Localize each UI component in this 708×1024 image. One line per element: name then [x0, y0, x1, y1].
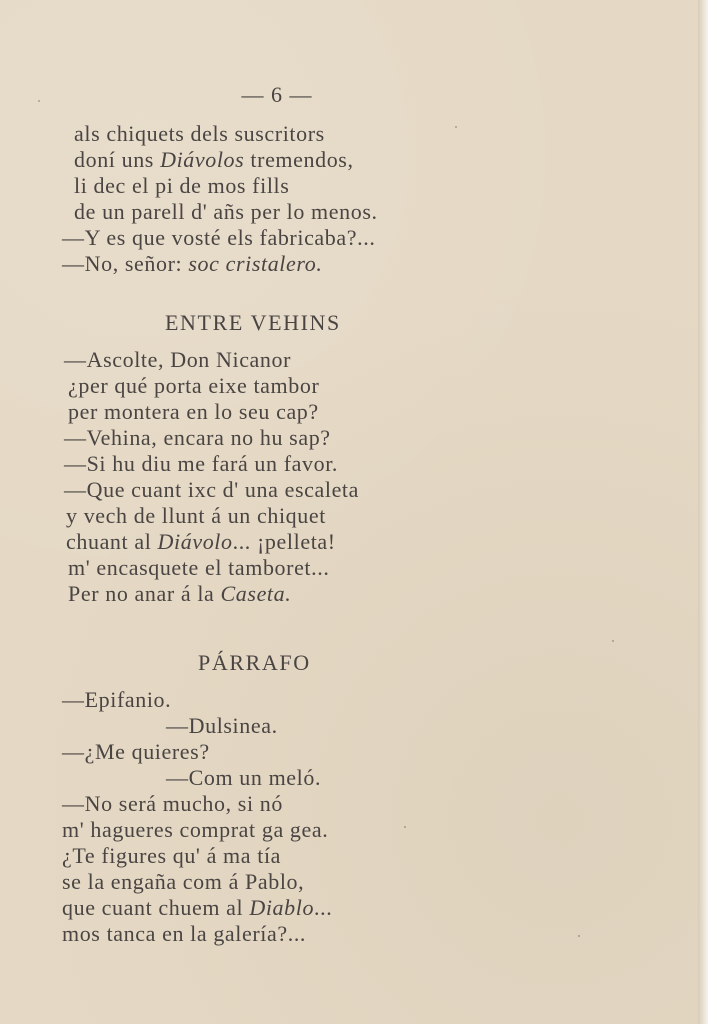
verse-line: se la engaña com á Pablo, — [62, 869, 305, 894]
paper-speck — [578, 935, 580, 937]
verse-line: —Si hu diu me fará un favor. — [64, 451, 339, 476]
verse-line: chuant al Diávolo... ¡pelleta! — [66, 529, 336, 554]
section-heading: ENTRE VEHINS — [165, 310, 341, 335]
verse-line: ¿Te figures qu' á ma tía — [62, 843, 282, 868]
paper-speck — [455, 126, 457, 128]
verse-line: mos tanca en la galería?... — [62, 921, 307, 946]
verse-line: m' hagueres comprat ga gea. — [62, 817, 329, 842]
verse-line: m' encasquete el tamboret... — [68, 555, 330, 580]
verse-line: que cuant chuem al Diablo... — [62, 895, 333, 920]
verse-line: ¿per qué porta eixe tambor — [68, 373, 320, 398]
verse-line: —Vehina, encara no hu sap? — [64, 425, 331, 450]
verse-line: doní uns Diávolos tremendos, — [74, 147, 354, 172]
verse-line: —Epifanio. — [62, 687, 172, 712]
verse-line: als chiquets dels suscritors — [74, 121, 325, 146]
verse-line: —¿Me quieres? — [62, 739, 210, 764]
verse-line: —Com un meló. — [166, 765, 322, 790]
paper-speck — [404, 826, 406, 828]
verse-line: de un parell d' añs per lo menos. — [74, 199, 378, 224]
paper-speck — [38, 100, 40, 102]
paper-speck — [612, 640, 614, 642]
verse-line: —Y es que vosté els fabricaba?... — [62, 225, 376, 250]
verse-line: —Que cuant ixc d' una escaleta — [64, 477, 360, 502]
verse-line: —Ascolte, Don Nicanor — [64, 347, 292, 372]
verse-line: y vech de llunt á un chiquet — [66, 503, 326, 528]
verse-line: —Dulsinea. — [166, 713, 278, 738]
verse-line: —No, señor: soc cristalero. — [62, 251, 323, 276]
section-heading: PÁRRAFO — [198, 650, 311, 675]
verse-line: li dec el pi de mos fills — [74, 173, 290, 198]
verse-line: —No será mucho, si nó — [62, 791, 283, 816]
page-edge — [698, 0, 708, 1024]
verse-line: per montera en lo seu cap? — [68, 399, 319, 424]
verse-line: Per no anar á la Caseta. — [68, 581, 292, 606]
page-number: — 6 — — [241, 82, 313, 107]
